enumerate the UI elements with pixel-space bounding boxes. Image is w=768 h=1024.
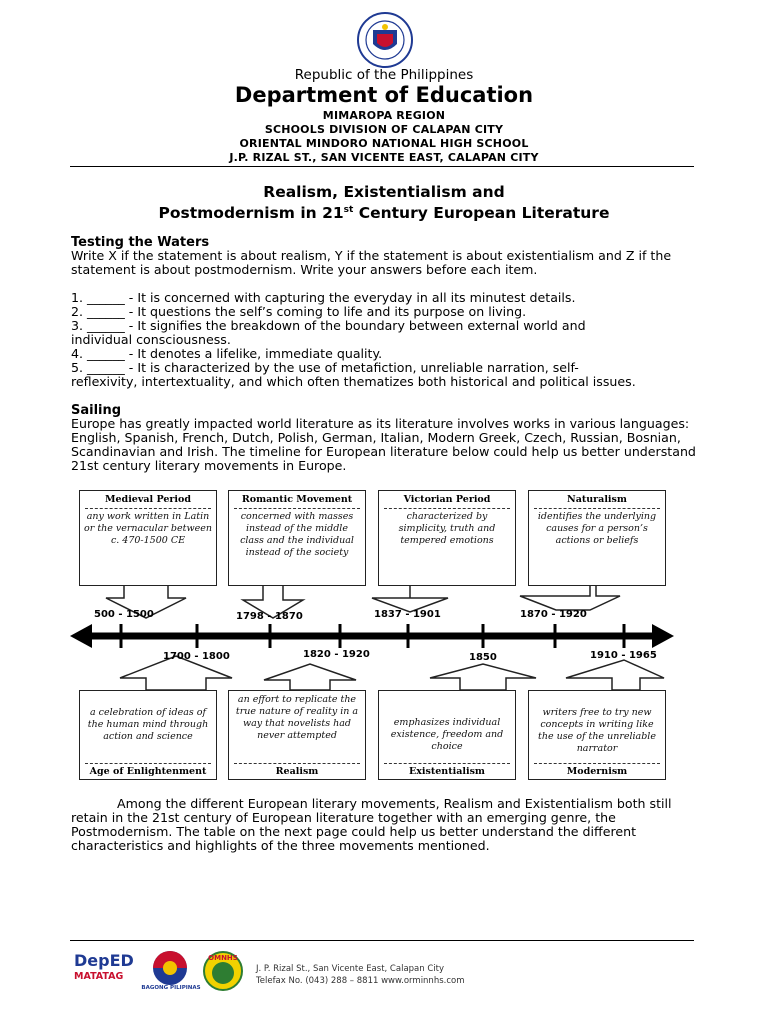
arrow-victorian (372, 585, 448, 612)
sailing-heading: Sailing (71, 403, 122, 418)
existentialism-desc: emphasizes individual existence, freedom and choice (390, 717, 504, 752)
timeline-box-modernism (528, 690, 666, 780)
modernism-title: Modernism (566, 766, 628, 777)
footer-contact: Telefax No. (043) 288 – 8811 www.orminnhs.com (256, 976, 465, 986)
years-medieval: 500 - 1500 (94, 609, 154, 620)
sailing-paragraph: Europe has greatly impacted world literature as its literature involves works in various languages: English, Spanish, French, Dutch, Polish, German, Italian, Modern Greek, Czech, Russian, Bosnian, Scandinavian and Irish. The timeline for European literature below could help us better understand 21st century literary movements in Europe. (71, 416, 696, 473)
timeline-box-realism (228, 690, 366, 780)
timeline-arrow-left (70, 624, 92, 648)
years-naturalism: 1870 - 1920 (520, 609, 587, 620)
naturalism-desc: identifies the underlying causes for a person’s actions or beliefs (537, 511, 657, 546)
arrow-modernism (566, 660, 664, 690)
header-divider (70, 166, 694, 167)
years-enlightenment: 1700 - 1800 (163, 651, 230, 662)
department-title: Department of Education (234, 83, 534, 107)
enlightenment-desc: a celebration of ideas of the human mind through action and science (87, 707, 209, 742)
victorian-title: Victorian Period (403, 494, 491, 505)
quiz-item-2: 2. ______ - It questions the self’s coming to life and its purpose on living. (71, 304, 527, 319)
quiz-item-3-cont: individual consciousness. (71, 332, 231, 347)
romantic-desc: concerned with masses instead of the middle class and the individual instead of the society (240, 511, 354, 558)
quiz-item-5-cont: reflexivity, intertextuality, and which often thematizes both historical and political issues. (71, 374, 636, 389)
footer-divider (70, 940, 694, 941)
romantic-title: Romantic Movement (241, 494, 353, 505)
bagong-pilipinas-label: BAGONG PILIPINAS (141, 985, 201, 991)
timeline-arrow-right (652, 624, 674, 648)
existentialism-title: Existentialism (409, 766, 485, 777)
timeline-box-existentialism (378, 690, 516, 780)
lesson-title-line2: Postmodernism in 21st Century European Literature (158, 204, 610, 223)
matatag-wordmark: MATATAG (74, 971, 124, 982)
lesson-title-line1: Realism, Existentialism and (263, 183, 505, 201)
years-realism: 1820 - 1920 (303, 649, 370, 660)
quiz-item-3: 3. ______ - It signifies the breakdown of the boundary between external world and (71, 318, 586, 333)
medieval-title: Medieval Period (105, 494, 191, 505)
enlightenment-title: Age of Enlightenment (89, 766, 207, 777)
republic-label: Republic of the Philippines (294, 67, 474, 83)
division-label: SCHOOLS DIVISION OF CALAPAN CITY (264, 123, 504, 136)
closing-paragraph: Among the different European literary movements, Realism and Existentialism both still retain in the 21st century of European literature together with an emerging genre, the Postmodernism. The table on the next page could help us better understand the different characteristics and highlights of the three movements mentioned. (71, 796, 672, 853)
arrow-realism (264, 664, 356, 690)
realism-title: Realism (275, 766, 319, 777)
deped-seal-logo (347, 12, 423, 68)
footer-address: J. P. Rizal St., San Vicente East, Calapan City (256, 964, 445, 974)
medieval-desc: any work written in Latin or the vernacular between c. 470-1500 CE (84, 511, 212, 546)
years-modernism: 1910 - 1965 (590, 650, 657, 661)
years-victorian: 1837 - 1901 (374, 609, 441, 620)
timeline-box-naturalism (528, 490, 666, 586)
quiz-item-4: 4. ______ - It denotes a lifelike, immediate quality. (71, 346, 383, 361)
deped-matatag-logo (74, 952, 134, 992)
arrow-naturalism (520, 585, 620, 610)
naturalism-title: Naturalism (567, 494, 627, 505)
timeline-box-enlightenment (79, 690, 217, 780)
quiz-item-1: 1. ______ - It is concerned with capturing the everyday in all its minutest details. (71, 290, 576, 305)
timeline-box-romantic (228, 490, 366, 586)
realism-desc: an effort to replicate the true nature of reality in a way that novelists had never attempted (235, 694, 359, 741)
omnhs-seal-label: OMNHS (208, 954, 238, 962)
victorian-desc: characterized by simplicity, truth and tempered emotions (398, 511, 496, 546)
arrow-existentialism (430, 664, 536, 690)
deped-wordmark: DepED (74, 951, 134, 970)
region-label: MIMAROPA REGION (322, 109, 446, 122)
timeline-box-medieval (79, 490, 217, 586)
testing-heading: Testing the Waters (71, 235, 210, 250)
years-existentialism: 1850 (469, 652, 497, 663)
timeline-box-victorian (378, 490, 516, 586)
modernism-desc: writers free to try new concepts in writing like the use of the unreliable narrator (538, 707, 656, 754)
school-label: ORIENTAL MINDORO NATIONAL HIGH SCHOOL (239, 137, 529, 150)
quiz-item-5: 5. ______ - It is characterized by the use of metafiction, unreliable narration, self- (71, 360, 579, 375)
years-romantic: 1798 - 1870 (236, 611, 303, 622)
address-label: J.P. RIZAL ST., SAN VICENTE EAST, CALAPAN CITY (229, 151, 539, 164)
testing-instructions: Write X if the statement is about realism, Y if the statement is about existentialism and Z if the statement is about postmodernism. Write your answers before each item. (71, 248, 672, 277)
